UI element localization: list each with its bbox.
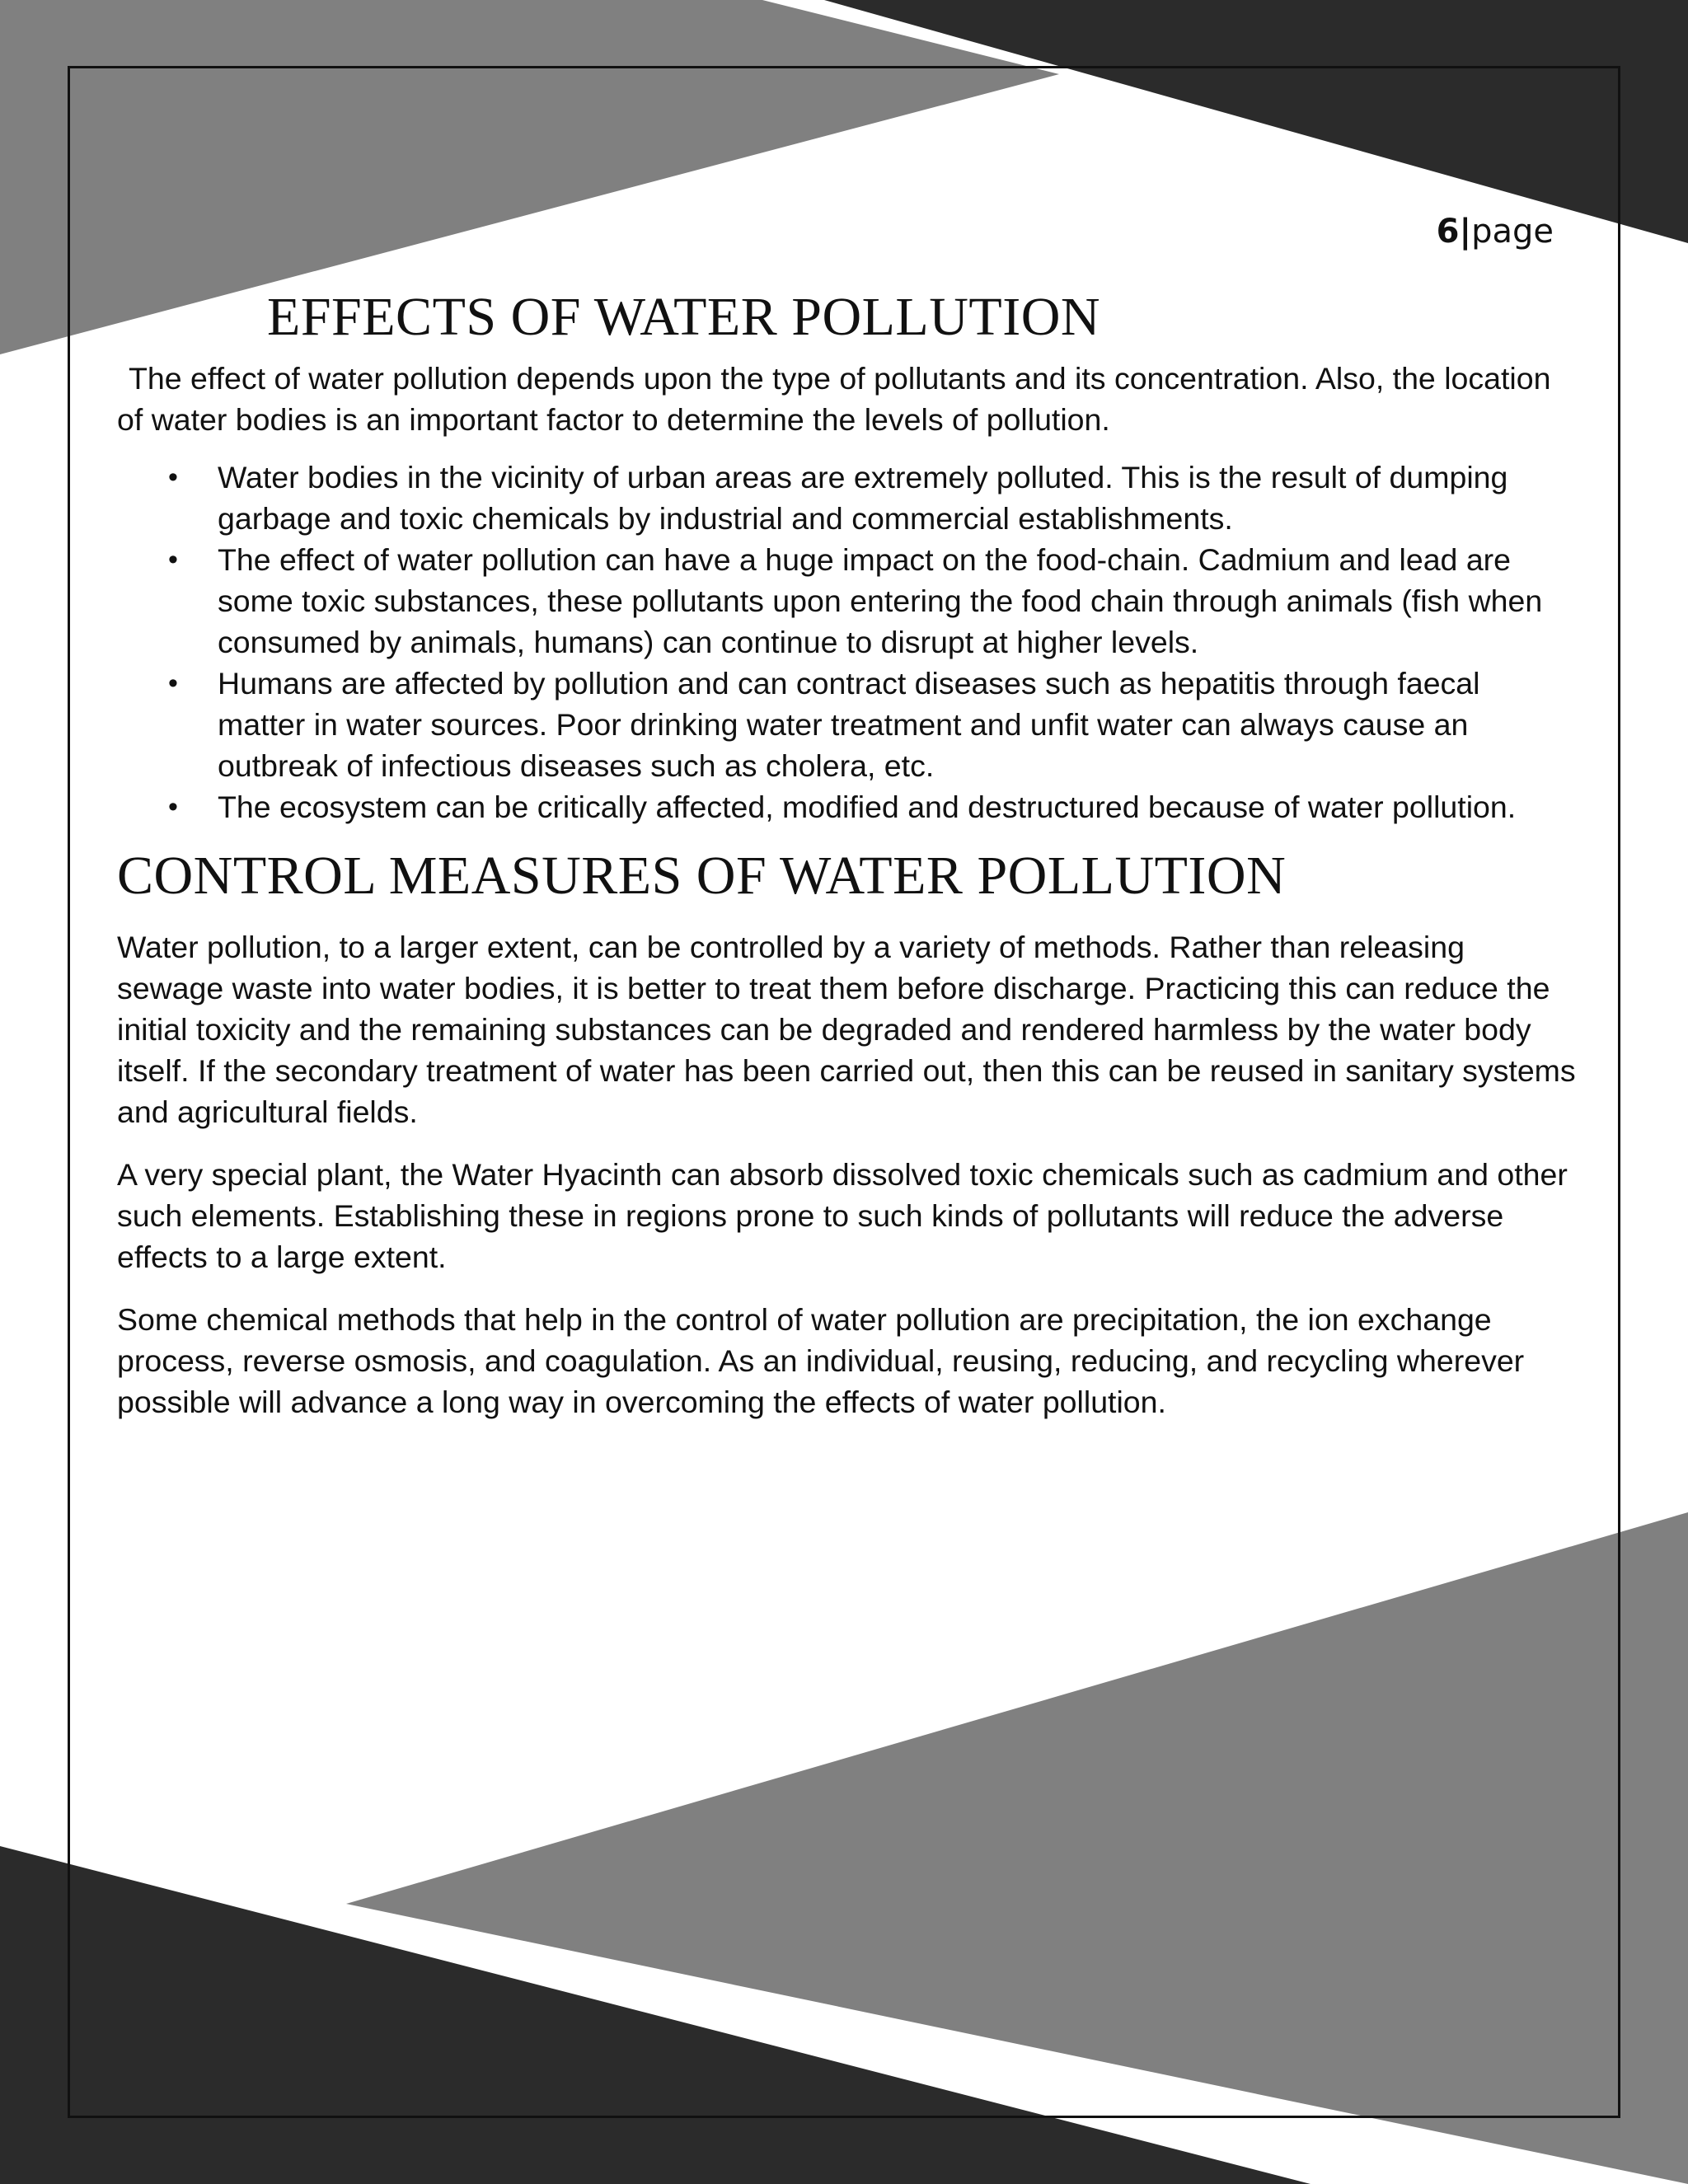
control-paragraph: Some chemical methods that help in the control of water pollution are precipitation, the ion exchange process, reverse osmosis, and coagulation. As an individual, reusing, reducing, and recycling wherever possible will advance a long way in overcoming the effects of water pollution. — [117, 1302, 1525, 1419]
list-item — [117, 539, 1576, 663]
list-item-text: Humans are affected by pollution and can contract diseases such as hepatitis through faecal matter in water sources. Poor drinking water treatment and unfit water can always cause an outbreak of infectious diseases such as cholera, etc. — [218, 666, 1480, 783]
list-item — [117, 786, 1576, 827]
list-item — [117, 457, 1576, 539]
page-content — [117, 280, 1576, 1444]
effects-heading: EFFECTS OF WATER POLLUTION — [267, 287, 1101, 347]
list-item — [117, 663, 1576, 786]
bullet-icon: • — [168, 462, 178, 493]
page-number-separator: | — [1459, 213, 1472, 251]
page-number-label: page — [1471, 213, 1554, 251]
list-item-text: The effect of water pollution can have a huge impact on the food-chain. Cadmium and lead are some toxic substances, these pollutants upon entering the food chain through animals (fish when consumed by animals, humans) can continue to disrupt at higher levels. — [218, 542, 1543, 659]
effects-intro: The effect of water pollution depends upon the type of pollutants and its concentration. Also, the location of water bodies is an important factor to determine the levels of pollution. — [117, 361, 1551, 437]
list-item-text: Water bodies in the vicinity of urban areas are extremely polluted. This is the result of dumping garbage and toxic chemicals by industrial and commercial establishments. — [218, 460, 1508, 536]
effects-bullet-list — [117, 457, 1576, 827]
list-item-text: The ecosystem can be critically affected, modified and destructured because of water pollution. — [218, 790, 1517, 824]
page-number — [1437, 213, 1554, 251]
bullet-icon: • — [168, 668, 178, 699]
bullet-icon: • — [168, 544, 178, 575]
page-number-value: 6 — [1436, 213, 1460, 251]
bullet-icon: • — [168, 791, 178, 823]
control-measures-heading: CONTROL MEASURES OF WATER POLLUTION — [117, 846, 1287, 906]
control-paragraph: Water pollution, to a larger extent, can be controlled by a variety of methods. Rather than releasing sewage waste into water bodies, it is better to treat them before discharge. Practicing this can reduce the initial toxicity and the remaining substances can be degraded and rendered harmless by the water body itself. If the secondary treatment of water has been carried out, then this can be reused in sanitary systems and agricultural fields. — [117, 930, 1576, 1129]
control-paragraph: A very special plant, the Water Hyacinth can absorb dissolved toxic chemicals such as cadmium and other such elements. Establishing these in regions prone to such kinds of pollutants will reduce the adverse effects to a large extent. — [117, 1157, 1568, 1274]
